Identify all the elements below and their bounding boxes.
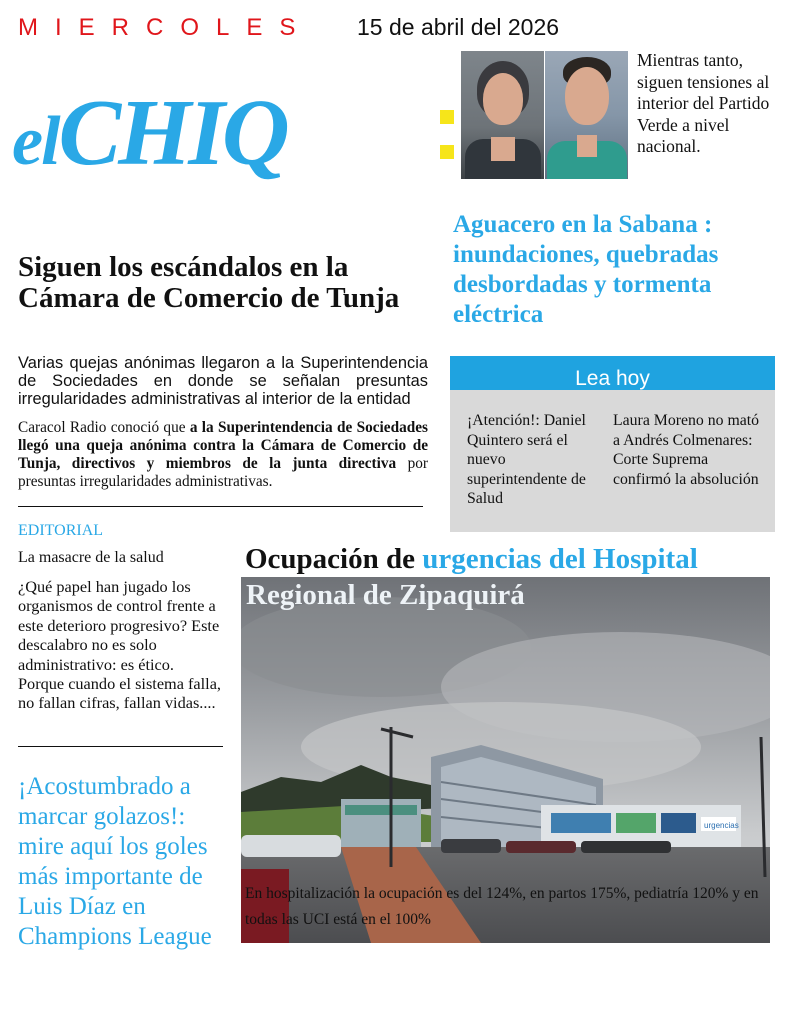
issue-date: 15 de abril del 2026 bbox=[357, 14, 560, 40]
hospital-mosaic-green bbox=[616, 813, 656, 833]
camara-body bbox=[18, 419, 428, 491]
aguacero-headline[interactable]: Aguacero en la Sabana : inundaciones, quebradas desbordadas y tormenta eléctrica bbox=[453, 211, 719, 328]
newspaper-logo[interactable] bbox=[12, 81, 287, 189]
editorial-label: EDITORIAL bbox=[18, 522, 104, 539]
sports-headline[interactable]: ¡Acostumbrado a marcar golazos!: mire aquí los goles más importante de Luis Díaz en Champions League bbox=[18, 773, 212, 950]
editorial-body: ¿Qué papel han jugado los organismos de control frente a este deterioro progresivo? Este descalabro no es solo administrativo: es ético. Porque cuando el sistema falla, no fallan cifras, fallan vidas.... bbox=[18, 577, 221, 713]
hospital-headline[interactable] bbox=[245, 543, 698, 575]
logo-prefix: el bbox=[12, 103, 59, 180]
hospital-headline-black: Ocupación de bbox=[245, 543, 423, 575]
divider bbox=[18, 506, 423, 507]
small-building-band bbox=[345, 805, 417, 815]
divider bbox=[18, 746, 223, 747]
lea-hoy-item[interactable]: ¡Atención!: Daniel Quintero será el nuevo superintendente de Salud bbox=[467, 412, 586, 507]
camara-lead: Varias quejas anónimas llegaron a la Superintendencia de Sociedades en donde se señalan presuntas irregularidades administrativas al interior de la entidad bbox=[18, 354, 428, 408]
lea-hoy-item[interactable]: Laura Moreno no mató a Andrés Colmenares: Corte Suprema confirmó la absolución bbox=[613, 412, 760, 488]
parked-car bbox=[581, 841, 671, 853]
editorial-title[interactable]: La masacre de la salud bbox=[18, 549, 164, 566]
portrait-woman-photo[interactable] bbox=[461, 51, 544, 179]
logo-dot-top bbox=[440, 110, 454, 124]
weekday: MIERCOLES bbox=[18, 14, 313, 41]
hospital-headline-overlay[interactable]: Regional de Zipaquirá bbox=[246, 579, 525, 611]
portrait-man-photo[interactable] bbox=[545, 51, 628, 179]
logo-dot-bottom bbox=[440, 145, 454, 159]
parked-car bbox=[506, 841, 576, 853]
logo-main: CHIQ bbox=[58, 81, 287, 185]
camara-body-end: por presuntas irregularidades administrativas. bbox=[18, 455, 428, 490]
camara-headline[interactable]: Siguen los escándalos en la Cámara de Comercio de Tunja bbox=[18, 251, 400, 314]
hospital-mosaic-blue bbox=[551, 813, 611, 833]
parked-car bbox=[441, 839, 501, 853]
hospital-caption: En hospitalización la ocupación es del 124%, en partos 175%, pediatría 120% y en todas las UCI está en el 100% bbox=[245, 885, 759, 928]
top-story-note[interactable]: Mientras tanto, siguen tensiones al interior del Partido Verde a nivel nacional. bbox=[637, 50, 770, 156]
hospital-mosaic-dark bbox=[661, 813, 696, 833]
camara-body-bold: a la Superintendencia de Sociedades llegó una queja anónima contra la Cámara de Comercio de Tunja, directivos y miembros de la junta directiva bbox=[18, 419, 428, 472]
camara-body-start: Caracol Radio conoció que bbox=[18, 419, 190, 436]
lea-hoy-title: Lea hoy bbox=[450, 356, 775, 390]
hospital-headline-blue: urgencias del Hospital bbox=[422, 543, 698, 575]
parked-car bbox=[241, 835, 341, 857]
hospital-sign: urgencias bbox=[704, 821, 739, 830]
